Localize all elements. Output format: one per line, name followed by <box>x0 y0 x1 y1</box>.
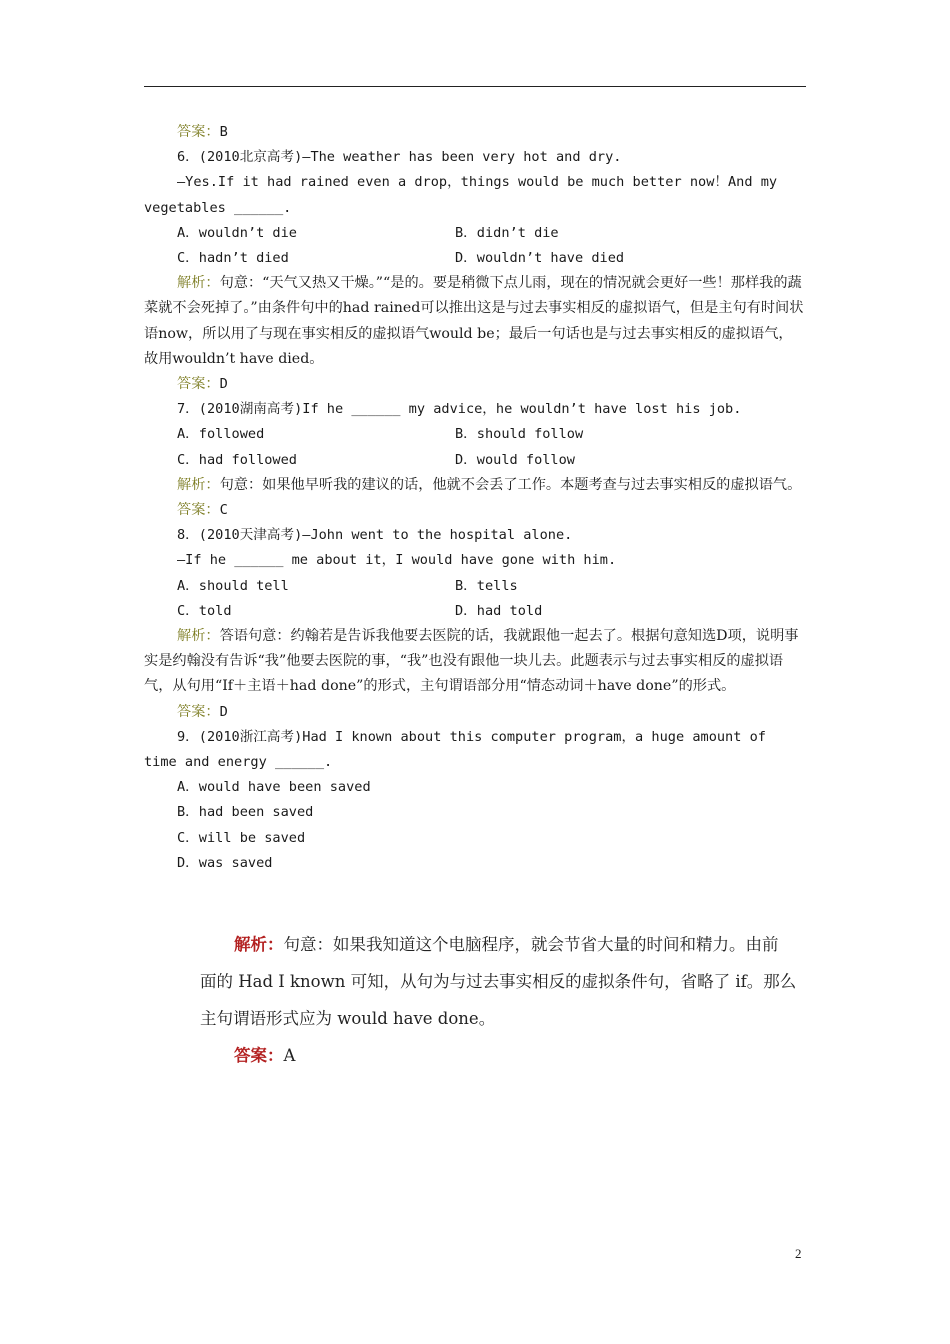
q9-option-d: D．was saved <box>177 854 273 871</box>
q6-option-d: D．wouldn’t have died <box>455 250 625 267</box>
q9-analysis-scanned <box>200 926 840 1074</box>
q9-line2: time and energy ______. <box>144 754 333 771</box>
q8-option-b: B．tells <box>455 577 518 594</box>
q6-option-a: A．wouldn’t die <box>177 224 297 241</box>
q7-option-b: B．should follow <box>455 426 584 443</box>
q8-options-cd <box>144 599 806 624</box>
q6-analysis: 解析：句意：“天气又热又干燥。”“是的。要是稍微下点儿雨，现在的情况就会更好一些！那样我的蔬菜就不会死掉了。”由条件句中的had rained可以推出这是与过去事实相反的虚拟语气，但是主句有时间状语now，所以用了与现在事实相反的虚拟语气would be；最后一句话也是与过去事实相反的虚拟语气，故用wouldn’t have died。 <box>144 275 804 367</box>
q9-answer: 答案：A <box>234 1046 296 1065</box>
q8-answer: 答案：D <box>177 703 228 720</box>
q9-analysis-line3: 主句谓语形式应为 would have done。 <box>200 1009 496 1028</box>
q8-stem: 8．(2010天津高考)—John went to the hospital alone. <box>177 527 573 544</box>
q8-option-a: A．should tell <box>177 577 289 594</box>
q8-analysis: 解析：答语句意：约翰若是告诉我他要去医院的话，我就跟他一起去了。根据句意知选D项，说明事实是约翰没有告诉“我”他要去医院的事，“我”也没有跟他一块儿去。此题表示与过去事实相反的虚拟语气，从句用“If＋主语＋had done”的形式，主句谓语部分用“情态动词＋have done”的形式。 <box>144 628 799 695</box>
q7-answer: 答案：C <box>177 502 228 519</box>
q6-option-c: C．hadn’t died <box>177 250 289 267</box>
page-number: 2 <box>795 1246 802 1261</box>
q7-analysis: 解析：句意：如果他早听我的建议的话，他就不会丢了工作。本题考查与过去事实相反的虚拟语气。 <box>177 476 802 493</box>
q9-analysis-line1: 解析：句意：如果我知道这个电脑程序，就会节省大量的时间和精力。由前 <box>234 935 779 954</box>
q9-option-b: B．had been saved <box>177 804 314 821</box>
q8-option-d: D．had told <box>455 602 543 619</box>
q6-options-ab <box>144 221 806 246</box>
q6-line2: —Yes.If it had rained even a drop，things would be much better now！And my <box>177 174 778 191</box>
q6-stem: 6．(2010北京高考)—The weather has been very hot and dry. <box>177 149 622 166</box>
q9-analysis-line2: 面的 Had I known 可知，从句为与过去事实相反的虚拟条件句，省略了 if。那么 <box>200 972 797 991</box>
q8-option-c: C．told <box>177 602 232 619</box>
q7-options-ab <box>144 422 806 447</box>
header-rule <box>144 86 806 87</box>
answer-5: 答案：B <box>177 124 228 140</box>
q7-option-c: C．had followed <box>177 451 297 468</box>
q7-option-d: D．would follow <box>455 451 575 468</box>
q6-answer: 答案：D <box>177 376 228 393</box>
page-body <box>144 120 806 876</box>
q7-option-a: A．followed <box>177 426 265 443</box>
q7-stem: 7．(2010湖南高考)If he ______ my advice，he wouldn’t have lost his job. <box>177 401 742 418</box>
q9-option-a: A．would have been saved <box>177 779 371 796</box>
q6-option-b: B．didn’t die <box>455 224 559 241</box>
q9-option-c: C．will be saved <box>177 829 306 846</box>
q7-options-cd <box>144 448 806 473</box>
q8-line2: —If he ______ me about it，I would have gone with him. <box>177 552 617 569</box>
q6-options-cd <box>144 246 806 271</box>
q8-options-ab <box>144 574 806 599</box>
q9-stem: 9．(2010浙江高考)Had I known about this computer program，a huge amount of <box>177 728 766 745</box>
q6-line3: vegetables ______. <box>144 199 292 216</box>
